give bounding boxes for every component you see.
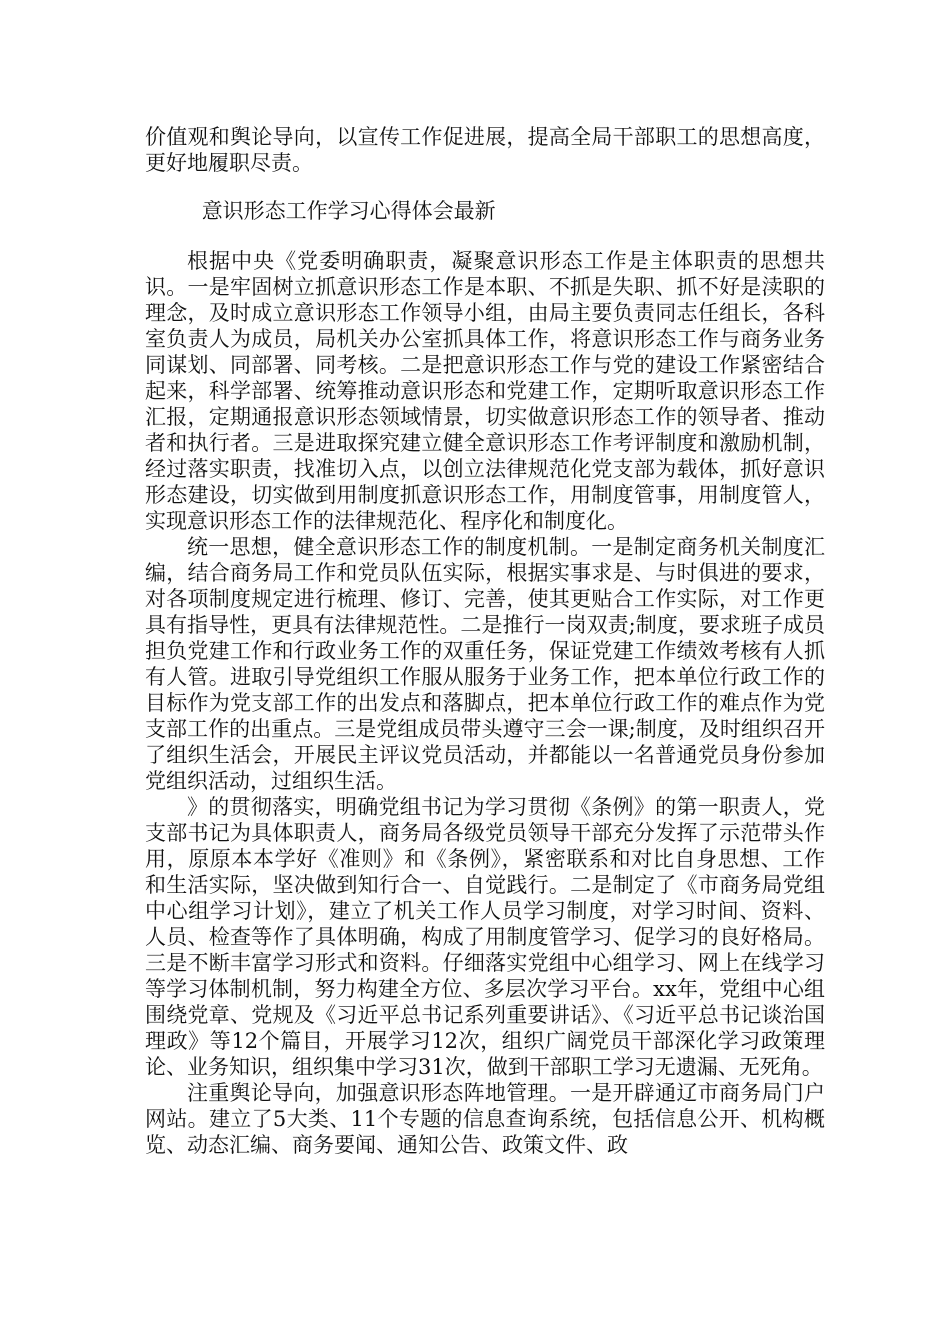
body-paragraph: 统一思想，健全意识形态工作的制度机制。一是制定商务机关制度汇编，结合商务局工作和党员队伍实际，根据实事求是、与时俱进的要求，对各项制度规定进行梳理、修订、完善，使其更贴合工作实际，对工作更具有指导性，更具有法律规范性。二是推行一岗双责;制度，要求班子成员担负党建工作和行政业务工作的双重任务，保证党建工作绩效考核有人抓有人管。进取引导党组织工作服从服务于业务工作，把本单位行政工作的目标作为党支部工作的出发点和落脚点，把本单位行政工作的难点作为党支部工作的出重点。三是党组成员带头遵守三会一课;制度，及时组织召开了组织生活会，开展民主评议党员活动，并都能以一名普通党员身份参加党组织活动，过组织生活。 xyxy=(145,535,825,793)
body-paragraph: 》的贯彻落实，明确党组书记为学习贯彻《条例》的第一职责人，党支部书记为具体职责人，商务局各级党员领导干部充分发挥了示范带头作用，原原本本学好《准则》和《条例》，紧密联系和对比自身思想、工作和生活实际，坚决做到知行合一、自觉践行。二是制定了《市商务局党组中心组学习计划》，建立了机关工作人员学习制度，对学习时间、资料、人员、检查等作了具体明确，构成了用制度管学习、促学习的良好格局。三是不断丰富学习形式和资料。仔细落实党组中心组学习、网上在线学习等学习体制机制，努力构建全方位、多层次学习平台。xx年，党组中心组围绕党章、党规及《习近平总书记系列重要讲话》、《习近平总书记谈治国理政》等12个篇目，开展学习12次，组织广阔党员干部深化学习政策理论、业务知识，组织集中学习31次，做到干部职工学习无遗漏、无死角。 xyxy=(145,795,825,1079)
body-paragraph: 注重舆论导向，加强意识形态阵地管理。一是开辟通辽市商务局门户网站。建立了5大类、11个专题的信息查询系统，包括信息公开、机构概览、动态汇编、商务要闻、通知公告、政策文件、政 xyxy=(145,1081,825,1157)
body-paragraph: 根据中央《党委明确职责，凝聚意识形态工作是主体职责的思想共识。一是牢固树立抓意识形态工作是本职、不抓是失职、抓不好是渎职的理念，及时成立意识形态工作领导小组，由局主要负责同志任组长，各科室负责人为成员，局机关办公室抓具体工作，将意识形态工作与商务业务同谋划、同部署、同考核。二是把意识形态工作与党的建设工作紧密结合起来，科学部署、统筹推动意识形态和党建工作，定期听取意识形态工作汇报，定期通报意识形态领域情景，切实做意识形态工作的领导者、推动者和执行者。三是进取探究建立健全意识形态工作考评制度和激励机制，经过落实职责，找准切入点，以创立法律规范化党支部为载体，抓好意识形态建设，切实做到用制度抓意识形态工作，用制度管事，用制度管人，实现意识形态工作的法律规范化、程序化和制度化。 xyxy=(145,249,825,533)
paragraph-continuation: 价值观和舆论导向，以宣传工作促进展，提高全局干部职工的思想高度，更好地履职尽责。 xyxy=(145,125,825,175)
section-heading: 意识形态工作学习心得体会最新 xyxy=(201,199,496,223)
document-page xyxy=(145,124,825,1158)
